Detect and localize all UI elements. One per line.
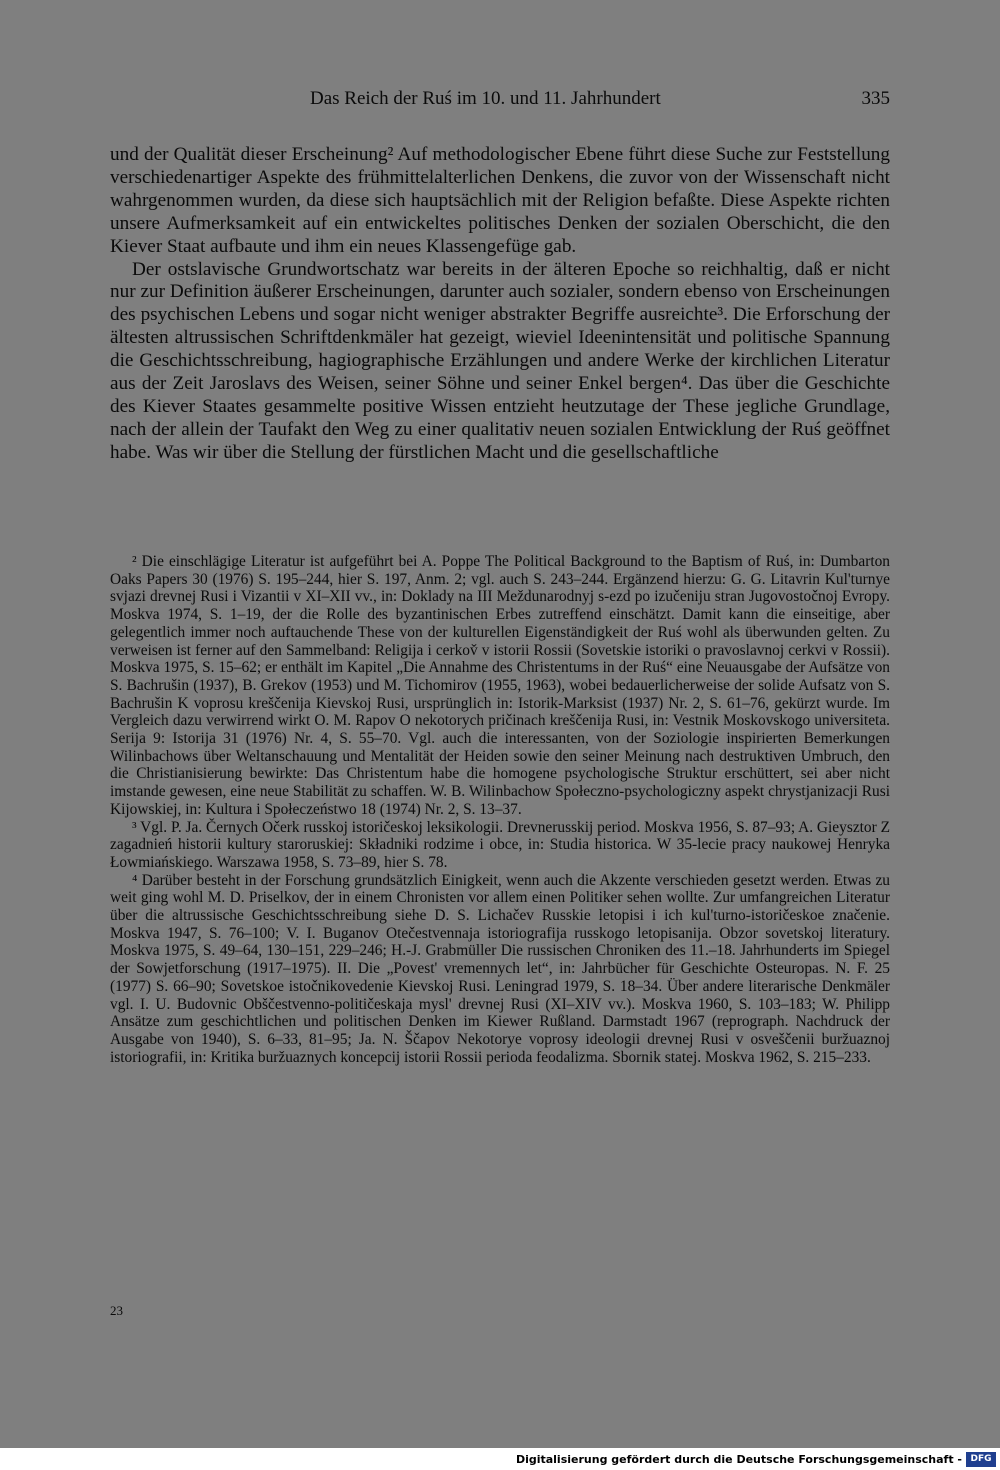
paragraph-1: und der Qualität dieser Erscheinung² Auf methodologischer Ebene führt diese Suche zur Feststellung verschiedenartiger Aspekte des frühmittelalterlichen Denkens, die zuvor von der Wissenschaft nicht wahrgenommen wurden, da diese sich hauptsächlich mit der Religion befaßte. Diese Aspekte richten unsere Aufmerksamkeit auf ein entwickeltes politisches Denken der sozialen Oberschicht, die den Kiever Staat aufbaute und ihm ein neues Klassengefüge gab.: [110, 144, 890, 257]
footnote-3: ³ Vgl. P. Ja. Černych Očerk russkoj istoričeskoj leksikologii. Drevnerusskij period. Moskva 1956, S. 87–93; A. Gieysztor Z zagadnień historii kultury staroruskiej: Składniki rodzime i obce, in: Studia historica. W 35-lecie pracy naukowej Henryka Łowmiańskiego. Warszawa 1958, S. 73–89, hier S. 78.: [110, 818, 890, 871]
paragraph-2: Der ostslavische Grundwortschatz war bereits in der älteren Epoche so reichhaltig, daß er nicht nur zur Definition äußerer Erscheinungen, darunter auch sozialer, sondern ebenso von Erscheinungen des psychischen Lebens und sogar nicht weniger abstrakter Begriffe ausreichte³. Die Erforschung der ältesten altrussischen Schriftdenkmäler hat gezeigt, wieviel Ideenintensität und politische Spannung die Geschichtsschreibung, hagiographische Erzählungen und andere Werke der kirchlichen Literatur aus der Zeit Jaroslavs des Weisen, seiner Söhne und seiner Enkel bergen⁴. Das über die Geschichte des Kiever Staates gesammelte positive Wissen entzieht heutzutage der These jegliche Grundlage, nach der allein der Taufakt den Weg zu einer qualitativ neuen sozialen Entwicklung der Ruś geöffnet habe. Was wir über die Stellung der fürstlichen Macht und die gesellschaftliche: [110, 258, 890, 463]
footnote-4: ⁴ Darüber besteht in der Forschung grundsätzlich Einigkeit, wenn auch die Akzente verschieden gesetzt werden. Etwas zu weit ging wohl M. D. Priselkov, der in einem Chronisten vor allem einen Politiker sehen wollte. Zur umfangreichen Literatur über die altrussische Geschichtsschreibung siehe D. S. Lichačev Russkie letopisi i ich kul'turno-istoričeskoe značenie. Moskva 1947, S. 76–100; V. I. Buganov Otečestvennaja istoriografija russkogo letopisanija. Obzor sovetskoj literatury. Moskva 1975, S. 49–64, 130–151, 229–246; H.-J. Grabmüller Die russischen Chroniken des 11.–18. Jahrhunderts im Spiegel der Sowjetforschung (1917–1975). II. Die „Povest' vremennych let“, in: Jahrbücher für Geschichte Osteuropas. N. F. 25 (1977) S. 66–90; Sovetskoe istočnikovedenie Kievskoj Rusi. Leningrad 1979, S. 18–34. Über andere literarische Denkmäler vgl. I. U. Budovnic Obščestvenno-političeskaja mysl' drevnej Rusi (XI–XIV vv.). Moskva 1960, S. 103–183; W. Philipp Ansätze zum geschichtlichen und politischen Denken im Kiewer Rußland. Darmstadt 1967 (reprograph. Nachdruck der Ausgabe von 1940), S. 6–33, 81–95; Ja. N. Ščapov Nekotorye voprosy ideologii drevnej Rusi v osveščenii buržuaznoj istoriografii, in: Kritika buržuaznych koncepcij istorii Rossii perioda feodalizma. Sbornik statej. Moskva 1962, S. 215–233.: [110, 871, 890, 1066]
footnotes: [110, 553, 890, 1066]
page-number: 335: [861, 88, 890, 109]
running-title: Das Reich der Ruś im 10. und 11. Jahrhundert: [310, 88, 661, 109]
digitization-footer: [0, 1448, 1000, 1470]
signature-mark: 23: [110, 1303, 123, 1318]
main-text: [110, 144, 890, 465]
dfg-logo-icon: DFG: [966, 1452, 996, 1467]
running-header: [110, 88, 890, 116]
footnote-2: ² Die einschlägige Literatur ist aufgeführt bei A. Poppe The Political Background to the Baptism of Ruś, in: Dumbarton Oaks Papers 30 (1976) S. 195–244, hier S. 197, Anm. 2; vgl. auch S. 243–244. Ergänzend hierzu: G. G. Litavrin Kul'turnye svjazi drevnej Rusi i Vizantii v XI–XII vv., in: Doklady na III Meždunarodnyj s-ezd po izučeniju stran Jugovostočnoj Evropy. Moskva 1974, S. 1–19, der die Rolle des byzantinischen Erbes zutreffend einschätzt. Damit kann die einseitige, aber gelegentlich immer noch auftauchende These von der kulturellen Eigenständigkeit der Ruś wohl als überwunden gelten. Zu verweisen ist ferner auf den Sammelband: Religija i cerkov̌ v istorii Rossii (Sovetskie istoriki o pravoslavnoj cerkvi v Rossii). Moskva 1975, S. 15–62; er enthält im Kapitel „Die Annahme des Christentums in der Ruś“ eine Neuausgabe der Aufsätze von S. Bachrušin (1937), B. Grekov (1953) und M. Tichomirov (1955, 1963), wobei bedauerlicherweise der solide Aufsatz von S. Bachrušin K voprosu kreščenija Kievskoj Rusi, ursprünglich in: Istorik-Marksist (1937) Nr. 2, S. 61–76, gekürzt wurde. Im Vergleich dazu verwirrend wirkt O. M. Rapov O nekotorych pričinach kreščenija Rusi, in: Vestnik Moskovskogo universiteta. Serija 9: Istorija 31 (1976) Nr. 4, S. 55–70. Vgl. auch die interessanten, von der Soziologie inspirierten Bemerkungen Wilinbachows über Weltanschauung und Mentalität der Heiden sowie den seiner Meinung nach destruktiven Umbruch, den die Christianisierung bewirkte: Das Christentum habe die homogene psychologische Struktur erschüttert, sei aber nicht imstande gewesen, eine neue Stabilität zu schaffen. W. B. Wilinbachow Społeczno-psychologiczny aspekt chrystjanizacji Rusi Kijowskiej, in: Kultura i Społeczeństwo 18 (1974) Nr. 2, S. 13–37.: [110, 553, 890, 818]
dfg-credit-text: Digitalisierung gefördert durch die Deutsche Forschungsgemeinschaft -: [515, 1453, 962, 1466]
